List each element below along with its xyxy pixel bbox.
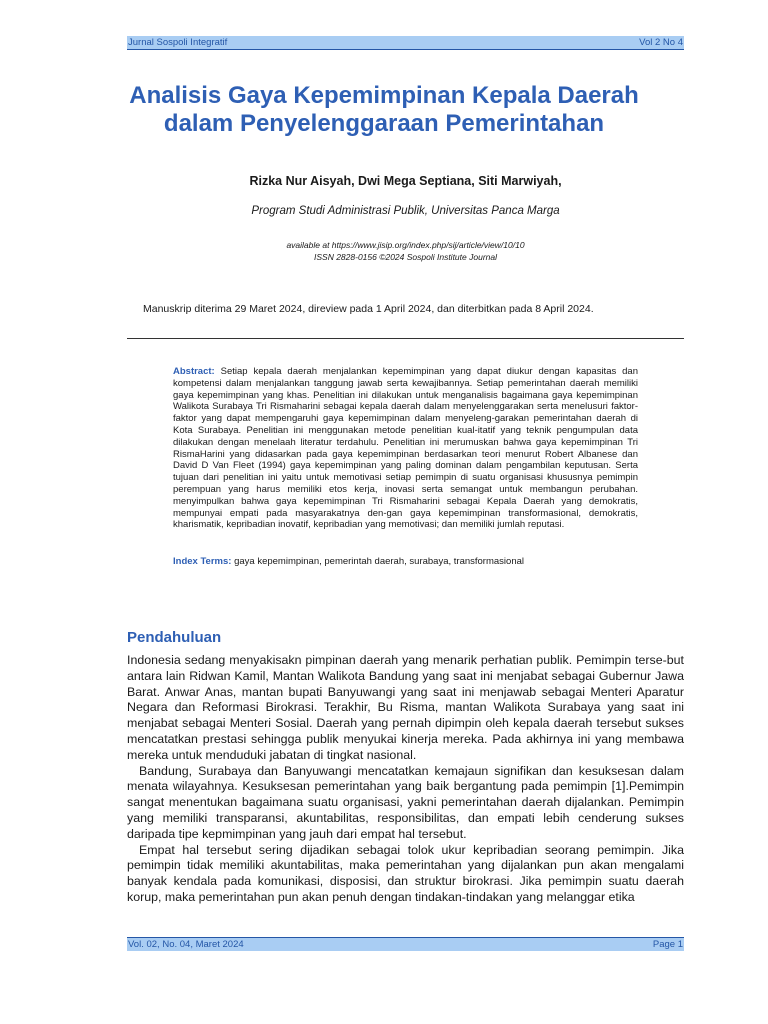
page-number: Page 1 [652, 939, 683, 950]
paper-title [100, 82, 668, 138]
index-terms-label: Index Terms: [173, 556, 232, 567]
volume-number: Vol 2 No 4 [639, 37, 683, 48]
index-terms-text: gaya kepemimpinan, pemerintah daerah, surabaya, transformasional [234, 556, 524, 567]
abstract-text: Setiap kepala daerah menjalankan kepemimpinan yang dapat diukur dengan kapasitas dan kompetensi dalam menjalankan tanggung jawab serta kewajibannya. Setiap pemerintahan daerah memiliki gaya kepemimpinan yang khas. Penelitian ini dilakukan untuk menganalisis bagaimana gaya kepemimpinan Walikota Surabaya Tri Rismaharini sebagai kepala daerah dalam menyelenggarakan serta menelusuri faktor-faktor yang dapat mempengaruhi gaya kepemimpinan dalam menyeleng-garakan pemerintahan daerah di Kota Surabaya. Penelitian ini menggunakan metode penelitian kual-itatif yang teknik pengumpulan data dilakukan dengan menelaah literatur terdahulu. Penelitian ini merumuskan bahwa gaya kepemimpinan Tri RismaHarini yang didasarkan pada gaya kepemimpinan berdasarkan teori menurut Robert Albanese dan David D Van Fleet (1994) gaya kepemimpinan yang paling dominan dalam pengambilan keputusan. Serta tujuan dari penelitian ini yaitu untuk memotivasi setiap pemimpin di suatu organisasi khususnya pemimpin perempuan yang harus memiliki etos kerja, inovasi serta semangat untuk membangun perubahan. menyimpulkan bahwa gaya kepemimpinan Tri Rismaharini sebagai Kepala Daerah yang demokratis, mempunyai empati pada masyarakatnya den-gan gaya kepemimpinan transformasional, demokratis, kharismatik, kepribadian inovatif, kepribadian yang memotivasi; dan memiliki jumlah reputasi. [173, 366, 639, 531]
paper-title-line-1: Analisis Gaya Kepemimpinan Kepala Daerah [129, 82, 639, 109]
affiliation: Program Studi Administrasi Publik, Universitas Panca Marga [251, 205, 560, 217]
paragraph: Empat hal tersebut sering dijadikan sebagai tolok ukur kepribadian seorang pemimpin. Jika pemimpin tidak memiliki akuntabilitas, maka pemerintahan yang dijalankan pun akan mengalami banyak kendala pada komunikasi, disposisi, dan struktur birokrasi. Jika pemimpin suatu daerah korup, maka pemerintahan pun akan penuh dengan tindakan-tindakan yang melanggar etika [127, 842, 684, 904]
paper-title-line-2: dalam Penyelenggaraan Pemerintahan [163, 110, 605, 137]
author-list: Rizka Nur Aisyah, Dwi Mega Septiana, Siti Marwiyah, [249, 174, 562, 188]
issn-line: ISSN 2828-0156 ©2024 Sospoli Institute Journal [314, 252, 497, 262]
running-footer [127, 937, 684, 951]
section-heading: Pendahuluan [127, 629, 222, 646]
issue-info: Vol. 02, No. 04, Maret 2024 [128, 939, 244, 950]
journal-name: Jurnal Sospoli Integratif [128, 37, 228, 48]
running-header [127, 36, 684, 50]
index-terms [173, 556, 638, 567]
divider [127, 338, 684, 339]
availability-info [127, 239, 684, 263]
paragraph: Bandung, Surabaya dan Banyuwangi mencatatkan kemajaun signifikan dan kesuksesan dalam menata wilayahnya. Kesuksesan pemerintahan yang baik bergantung pada pemimpin [1].Pemimpin sangat menentukan bagaimana suatu organisasi, yakni pemerintahan daerah dijalankan. Pemimpin yang memiliki transparansi, akuntabilitas, responsibilitas, dan empati lebih cenderung sukses daripada tipe kepmimpinan yang jauh dari empat hal tersebut. [127, 763, 684, 841]
article-url: available at https://www.jisip.org/index.php/sij/article/view/10/10 [286, 240, 525, 250]
abstract [173, 366, 638, 531]
manuscript-dates: Manuskrip diterima 29 Maret 2024, direview pada 1 April 2024, dan diterbitkan pada 8 April 2024. [143, 303, 594, 315]
section-body [127, 653, 684, 906]
abstract-label: Abstract: [173, 366, 215, 377]
paragraph: Indonesia sedang menyakisakn pimpinan daerah yang menarik perhatian publik. Pemimpin terse-but antara lain Ridwan Kamil, Mantan Walikota Bandung yang saat ini menjabat sebagai Gubernur Jawa Barat. Anwar Anas, mantan bupati Banyuwangi yang saat ini menjawab sebagai Menteri Aparatur Negara dan Reformasi Birokrasi. Terakhir, Bu Risma, mantan Walikota Surabaya yang saat ini menjabat sebagai Menteri Sosial. Daerah yang pernah dipimpin oleh kepala daerah tersebut sukses mencatatkan prestasi sehingga publik menyukai kinerja mereka. Pada akhirnya ini yang membawa mereka untuk menduduki jabatan di tingkat nasional. [127, 653, 684, 762]
